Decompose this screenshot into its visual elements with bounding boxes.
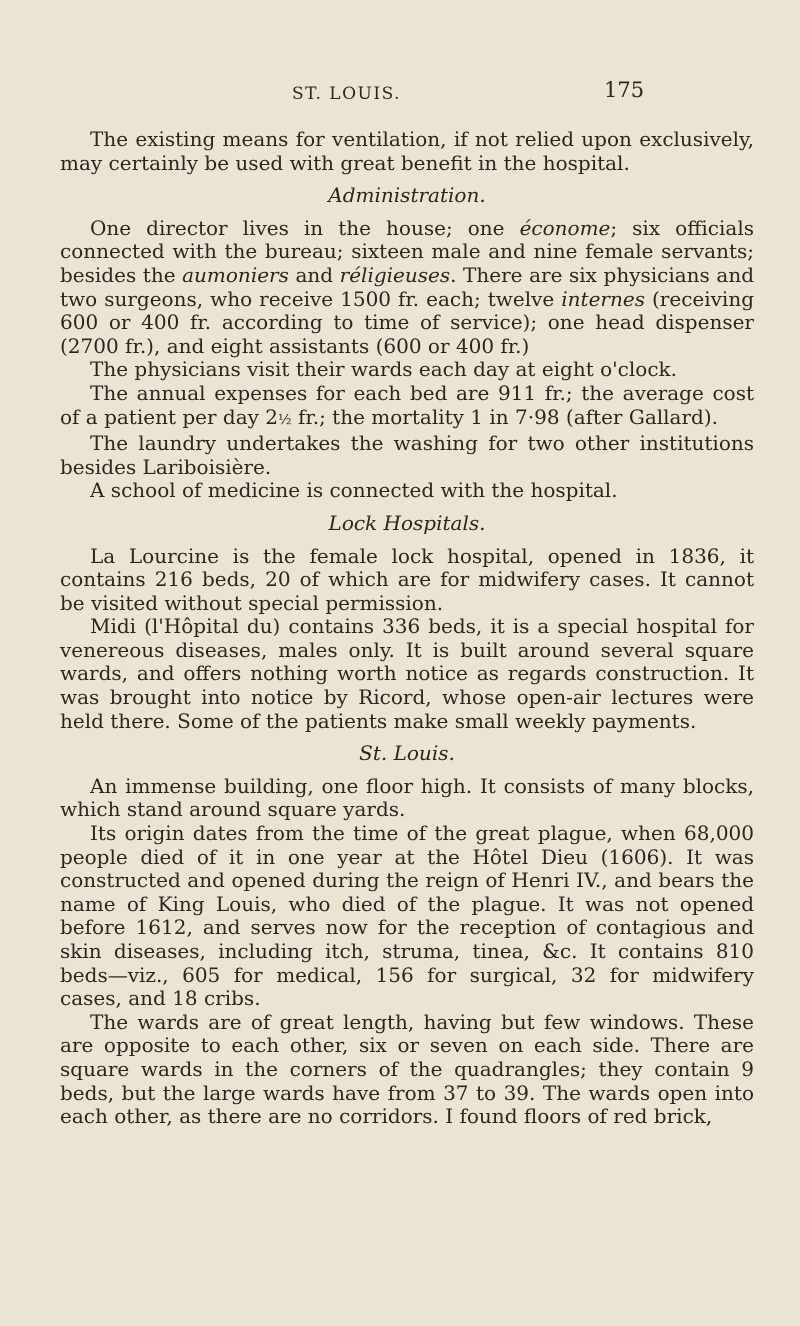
page-header [0, 78, 800, 108]
italic-term-religieuses: réligieuses [339, 262, 451, 287]
paragraph-st-louis-wards: The wards are of great length, having but few windows. These are opposite to each other, six or seven on each side. There are square wards in the corners of the quadrangles; they contain 9 beds, but the large wards have from 37 to 39. The wards open into each other, as there are no corridors. I found floors of red brick, [60, 1009, 754, 1129]
text-run: . There are six physicians and two surgeons, who receive 1500 fr. each; twelve [60, 262, 755, 311]
text-run: (receiving 600 or 400 fr. according to time of service); one head dispenser (2700 fr.), and eight assistants (600 or 400 fr.) [60, 286, 755, 358]
paragraph-st-louis-building: An immense building, one floor high. It consists of many blocks, which stand around square yards. [60, 773, 754, 822]
paragraph-expenses [60, 382, 754, 432]
paragraph-administration-staff [60, 217, 754, 359]
paragraph-laundry: The laundry undertakes the washing for two other institutions besides Lariboisière. [60, 431, 754, 479]
text-run: The annual expenses for each bed are 911 fr.; the average cost of a patient per day 2 [60, 380, 754, 429]
italic-term-aumoniers: aumoniers [182, 262, 289, 287]
body-text [60, 128, 754, 1129]
italic-term-internes: internes [561, 286, 645, 311]
paragraph-lourcine: La Lourcine is the female lock hospital, opened in 1836, it contains 216 beds, 20 of which are for midwifery cases. It cannot be visited without special permission. [60, 543, 754, 615]
running-head: ST. LOUIS. [292, 84, 402, 104]
text-run: One director lives in the house; one [90, 215, 520, 240]
section-heading-administration: Administration. [328, 183, 486, 208]
paragraph-school: A school of medicine is connected with the hospital. [90, 478, 618, 503]
paragraph-st-louis-origin: Its origin dates from the time of the great plague, when 68,000 people died of it in one year at the Hôtel Dieu (1606). It was constructed and opened during the reign of Henri IV., and bears the name of King Louis, who died of the plague. It was not opened before 1612, and serves now for the reception of contagious and skin diseases, including itch, struma, tinea, &c. It contains 810 beds—viz., 605 for medical, 156 for surgical, 32 for midwifery cases, and 18 cribs. [60, 821, 754, 1011]
section-heading-st-louis: St. Louis. [359, 741, 455, 766]
text-run: fr.; the mortality 1 in 7·98 (after Gallard). [291, 404, 718, 429]
italic-term-econome: économe [519, 215, 611, 240]
paragraph-physicians: The physicians visit their wards each day at eight o'clock. [90, 357, 677, 382]
section-heading-lock-hospitals: Lock Hospitals. [328, 510, 486, 535]
page-number: 175 [604, 78, 645, 102]
text-run: and [288, 262, 340, 287]
paragraph-intro: The existing means for ventilation, if not relied upon exclusively, may certainly be used with great benefit in the hospital. [60, 127, 754, 175]
text-run: ; six officials connected with the bureau; sixteen male and nine female servants; besides the [60, 215, 754, 287]
fraction-half: ½ [278, 411, 292, 428]
paragraph-midi: Midi (l'Hôpital du) contains 336 beds, it is a special hospital for venereous diseases, males only. It is built around several square wards, and offers nothing worth notice as regards construction. It was brought into notice by Ricord, whose open-air lectures were held there. Some of the patients make small weekly payments. [60, 614, 754, 733]
